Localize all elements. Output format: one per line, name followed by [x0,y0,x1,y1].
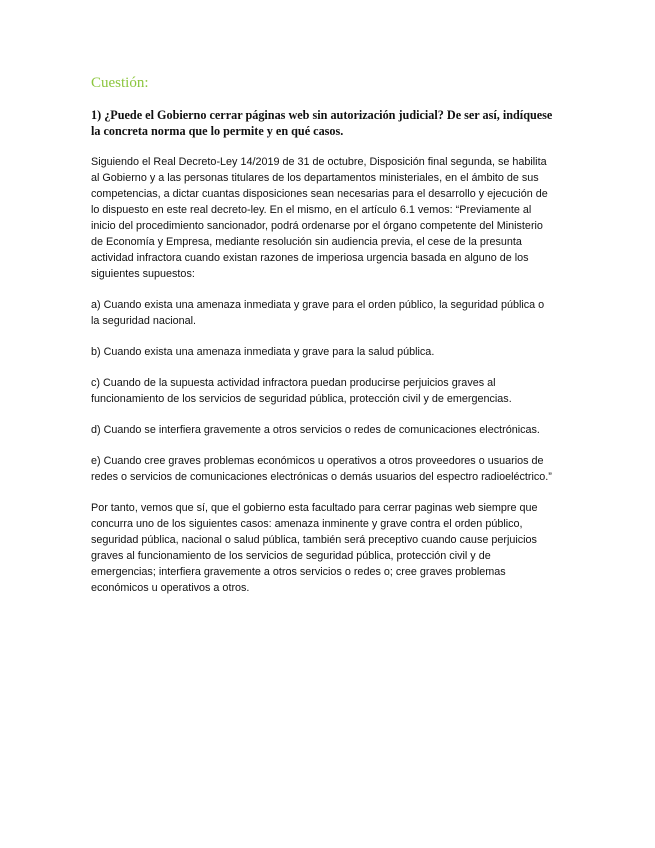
section-heading: Cuestión: [91,75,149,91]
question-text: 1) ¿Puede el Gobierno cerrar páginas web sin autorización judicial? De ser así, indíquese la concreta norma que lo permite y en qué casos. [91,108,553,138]
list-item-a: a) Cuando exista una amenaza inmediata y grave para el orden público, la seguridad pública o la seguridad nacional. [91,299,545,327]
list-item-e: e) Cuando cree graves problemas económicos u operativos a otros proveedores o usuarios de redes o servicios de comunicaciones electrónicas o demás usuarios del espectro radioeléctrico.” [91,455,552,483]
list-item-b: b) Cuando exista una amenaza inmediata y grave para la salud pública. [91,346,435,358]
document-body [91,72,553,611]
list-item-d: d) Cuando se interfiera gravemente a otros servicios o redes de comunicaciones electrónicas. [91,424,540,436]
list-item-c: c) Cuando de la supuesta actividad infractora puedan producirse perjuicios graves al funcionamiento de los servicios de seguridad pública, protección civil y de emergencias. [91,377,512,405]
intro-paragraph: Siguiendo el Real Decreto-Ley 14/2019 de 31 de octubre, Disposición final segunda, se habilita al Gobierno y a las personas titulares de los departamentos ministeriales, en el ámbito de sus competencias, a dictar cuantas disposiciones sean necesarias para el desarrollo y ejecución de lo dispuesto en este real decreto-ley. En el mismo, en el artículo 6.1 vemos: “Previamente al inicio del procedimiento sancionador, podrá ordenarse por el órgano competente del Ministerio de Economía y Empresa, mediante resolución sin audiencia previa, el cese de la presunta actividad infractora cuando existan razones de imperiosa urgencia basada en alguno de los siguientes supuestos: [91,156,548,280]
conclusion-paragraph: Por tanto, vemos que sí, que el gobierno esta facultado para cerrar paginas web siempre que concurra uno de los siguientes casos: amenaza inminente y grave contra el orden público, seguridad pública, nacional o salud pública, también será preceptivo cuando cause perjuicios graves al funcionamiento de los servicios de seguridad pública, protección civil y de emergencias; interfiera gravemente a otros servicios o redes o; cree graves problemas económicos u operativos a otros. [91,502,538,594]
